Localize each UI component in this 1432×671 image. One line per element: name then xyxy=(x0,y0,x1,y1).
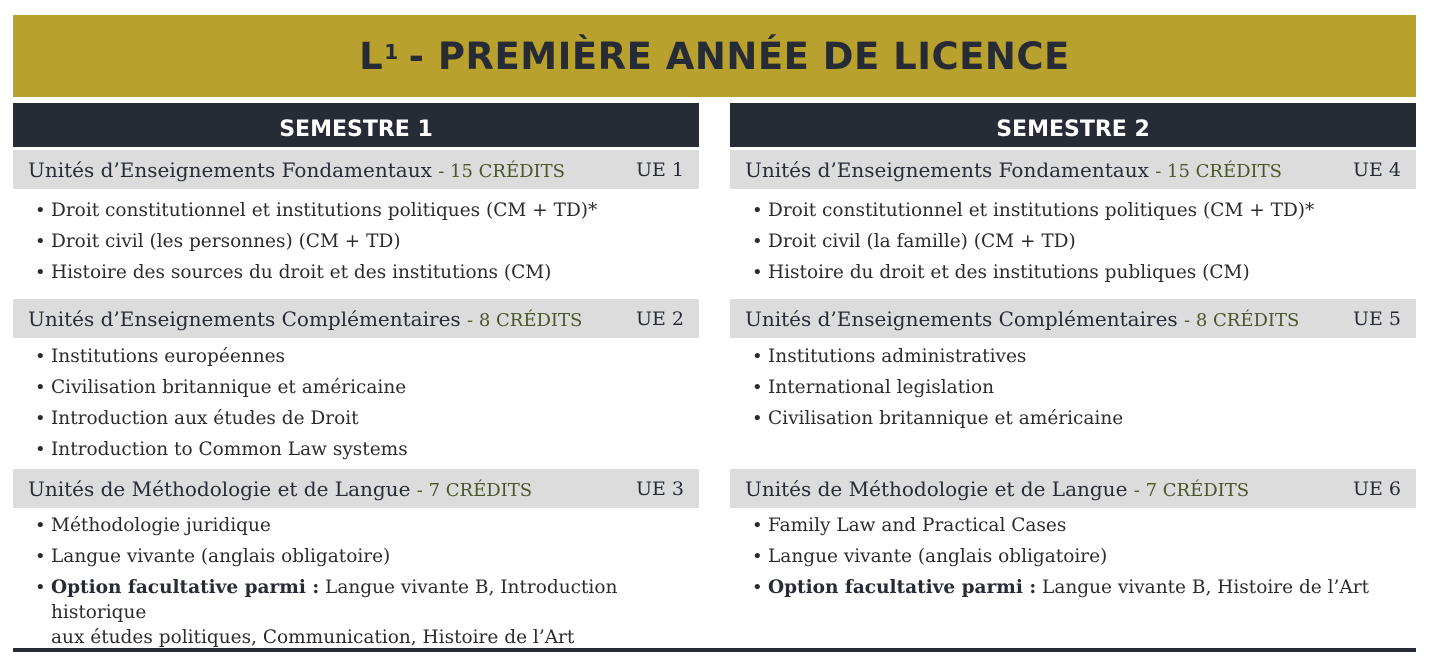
semester-1-header: SEMESTRE 1 xyxy=(13,103,699,147)
ue-6-code: UE 6 xyxy=(1352,477,1401,500)
ue-1-header xyxy=(13,150,699,189)
list-item: • International legislation xyxy=(752,372,1412,403)
ue-2-code: UE 2 xyxy=(635,307,684,330)
ue-1-list xyxy=(35,195,695,288)
semester-2-column xyxy=(730,103,1416,598)
ue-4-title: Unités d’Enseignements Fondamentaux xyxy=(745,157,1149,182)
option-text-line-1: Langue vivante B, Introduction historique xyxy=(51,577,618,623)
list-item: • Institutions européennes xyxy=(35,341,695,372)
ue-6-credits: - 7 CRÉDITS xyxy=(1133,479,1250,501)
ue-4-code: UE 4 xyxy=(1352,158,1401,181)
banner-title-sup: 1 xyxy=(384,40,399,64)
list-item: • Méthodologie juridique xyxy=(35,510,695,541)
banner-title-rest: - PREMIÈRE ANNÉE DE LICENCE xyxy=(408,34,1070,78)
ue-4-list xyxy=(752,195,1412,288)
ue-2-header xyxy=(13,299,699,338)
list-item: • Langue vivante (anglais obligatoire) xyxy=(35,541,695,572)
banner-title-main: L xyxy=(359,34,384,78)
list-item: • Institutions administratives xyxy=(752,341,1412,372)
list-item: • Droit civil (les personnes) (CM + TD) xyxy=(35,226,695,257)
ue-5-list xyxy=(752,341,1412,434)
ue-3-code: UE 3 xyxy=(635,477,684,500)
ue-1-code: UE 1 xyxy=(635,158,684,181)
list-item: • Droit civil (la famille) (CM + TD) xyxy=(752,226,1412,257)
ue-4-credits: - 15 CRÉDITS xyxy=(1155,160,1282,182)
semester-1-column xyxy=(13,103,699,648)
ue-3-header xyxy=(13,469,699,508)
list-item: • Histoire du droit et des institutions publiques (CM) xyxy=(752,257,1412,288)
ue-2-list xyxy=(35,341,695,465)
ue-5-title: Unités d’Enseignements Complémentaires xyxy=(745,306,1178,331)
semester-2-header: SEMESTRE 2 xyxy=(730,103,1416,147)
bottom-divider xyxy=(13,648,1416,652)
ue-3-title: Unités de Méthodologie et de Langue xyxy=(28,476,411,501)
list-item: • Introduction aux études de Droit xyxy=(35,403,695,434)
list-item: • Civilisation britannique et américaine xyxy=(752,403,1412,434)
option-label: Option facultative parmi : xyxy=(768,577,1037,598)
ue-4-header xyxy=(730,150,1416,189)
page-banner xyxy=(13,15,1416,97)
ue-6-list xyxy=(752,510,1412,600)
list-item: • Droit constitutionnel et institutions politiques (CM + TD)* xyxy=(752,195,1412,226)
ue-2-credits: - 8 CRÉDITS xyxy=(467,309,583,331)
ue-1-credits: - 15 CRÉDITS xyxy=(438,160,565,182)
ue-5-code: UE 5 xyxy=(1352,307,1401,330)
option-text-line-1: Langue vivante B, Histoire de l’Art xyxy=(1042,577,1370,598)
list-item: • Civilisation britannique et américaine xyxy=(35,372,695,403)
option-item xyxy=(35,572,695,650)
list-item: • Introduction to Common Law systems xyxy=(35,434,695,465)
option-label: Option facultative parmi : xyxy=(51,577,320,598)
ue-6-header xyxy=(730,469,1416,508)
ue-1-title: Unités d’Enseignements Fondamentaux xyxy=(28,157,432,182)
ue-3-list xyxy=(35,510,695,650)
option-item xyxy=(752,572,1412,600)
ue-5-credits: - 8 CRÉDITS xyxy=(1184,309,1300,331)
ue-3-credits: - 7 CRÉDITS xyxy=(416,479,533,501)
list-item: • Family Law and Practical Cases xyxy=(752,510,1412,541)
ue-2-title: Unités d’Enseignements Complémentaires xyxy=(28,306,461,331)
list-item: • Histoire des sources du droit et des institutions (CM) xyxy=(35,257,695,288)
ue-5-header xyxy=(730,299,1416,338)
list-item: • Droit constitutionnel et institutions politiques (CM + TD)* xyxy=(35,195,695,226)
option-text-line-2: aux études politiques, Communication, Histoire de l’Art xyxy=(51,627,575,648)
list-item: • Langue vivante (anglais obligatoire) xyxy=(752,541,1412,572)
ue-6-title: Unités de Méthodologie et de Langue xyxy=(745,476,1128,501)
